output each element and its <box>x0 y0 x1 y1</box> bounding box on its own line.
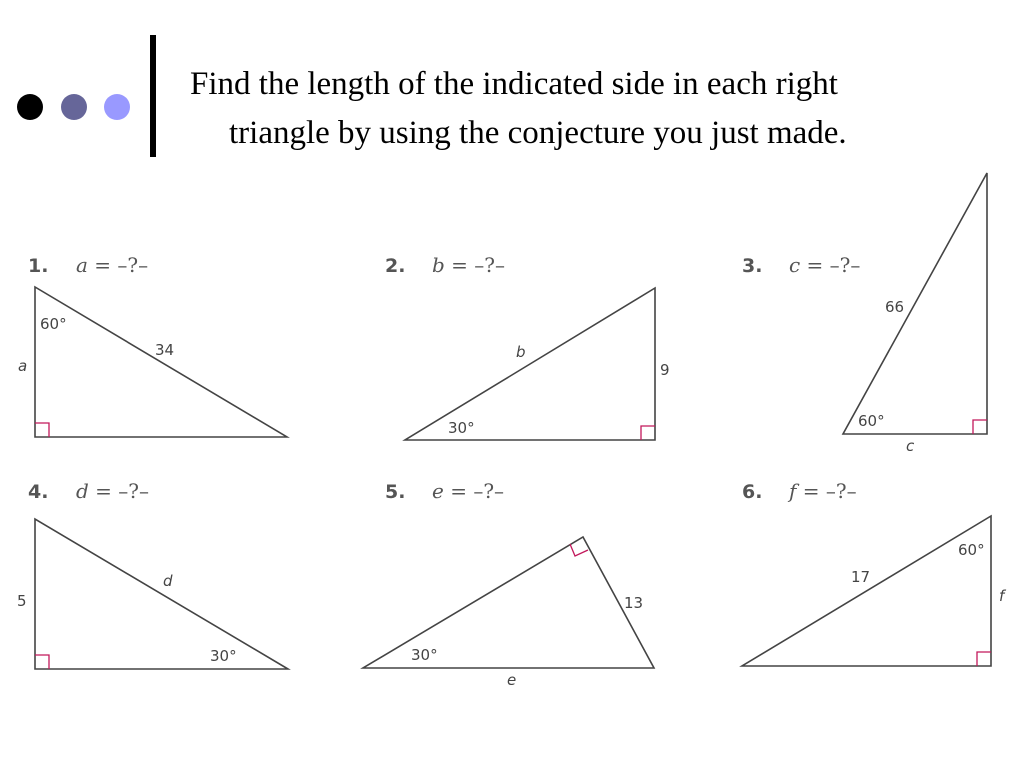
side-label: 17 <box>851 568 871 586</box>
right-angle-mark <box>977 652 991 666</box>
problem-equation <box>789 253 860 277</box>
triangle-3 <box>843 173 987 434</box>
unknown-side-label: b <box>516 343 526 361</box>
problem-number: 6. <box>742 481 763 503</box>
problem-number: 2. <box>385 255 406 277</box>
unknown-side-label: c <box>906 437 915 455</box>
problem-3 <box>742 173 987 455</box>
problem-equation <box>76 479 149 503</box>
triangle-6 <box>742 516 991 666</box>
angle-label: 60° <box>958 541 985 559</box>
side-label: 5 <box>17 592 27 610</box>
side-label: 34 <box>155 341 175 359</box>
side-label: 9 <box>660 361 670 379</box>
problem-number: 1. <box>28 255 49 277</box>
unknown-side-label: e <box>507 671 517 689</box>
triangle-2 <box>405 288 655 440</box>
problem-variable: b <box>432 253 445 277</box>
angle-label: 60° <box>858 412 885 430</box>
problem-equation <box>432 479 504 503</box>
problem-5 <box>363 479 654 689</box>
problem-4 <box>17 479 288 669</box>
unknown-side-label: a <box>18 357 28 375</box>
side-label: 13 <box>624 594 644 612</box>
problem-equation <box>76 253 148 277</box>
right-angle-mark <box>570 544 588 556</box>
problem-variable: d <box>76 479 89 503</box>
right-angle-mark <box>35 423 49 437</box>
problem-variable: c <box>789 253 801 277</box>
instructions-text: Find the length of the indicated side in each right triangle by using the conjecture you just made. <box>190 66 847 151</box>
problem-equation-rhs: = –?– <box>88 479 150 503</box>
problem-equation-rhs: = –?– <box>443 479 505 503</box>
problem-2 <box>385 253 670 440</box>
problem-variable: a <box>76 253 88 277</box>
problem-number: 5. <box>385 481 406 503</box>
problem-equation-rhs: = –?– <box>796 479 857 503</box>
triangle-1 <box>35 287 287 437</box>
right-angle-mark <box>35 655 49 669</box>
triangle-5 <box>363 537 654 668</box>
unknown-side-label: f <box>999 587 1005 605</box>
problem-equation-rhs: = –?– <box>800 253 861 277</box>
problem-variable: e <box>432 479 444 503</box>
problem-variable: f <box>789 479 797 503</box>
unknown-side-label: d <box>163 572 173 590</box>
problem-equation-rhs: = –?– <box>87 253 149 277</box>
problem-number: 4. <box>28 481 49 503</box>
angle-label: 30° <box>448 419 475 437</box>
angle-label: 30° <box>210 647 237 665</box>
problem-1 <box>18 253 287 437</box>
problem-number: 3. <box>742 255 763 277</box>
side-label: 66 <box>885 298 905 316</box>
angle-label: 30° <box>411 646 438 664</box>
problem-equation <box>432 253 505 277</box>
right-angle-mark <box>973 420 987 434</box>
triangle-4 <box>35 519 288 669</box>
problem-equation <box>787 479 857 503</box>
problem-6 <box>742 479 1007 666</box>
problem-equation-rhs: = –?– <box>444 253 506 277</box>
angle-label: 60° <box>40 315 67 333</box>
right-angle-mark <box>641 426 655 440</box>
